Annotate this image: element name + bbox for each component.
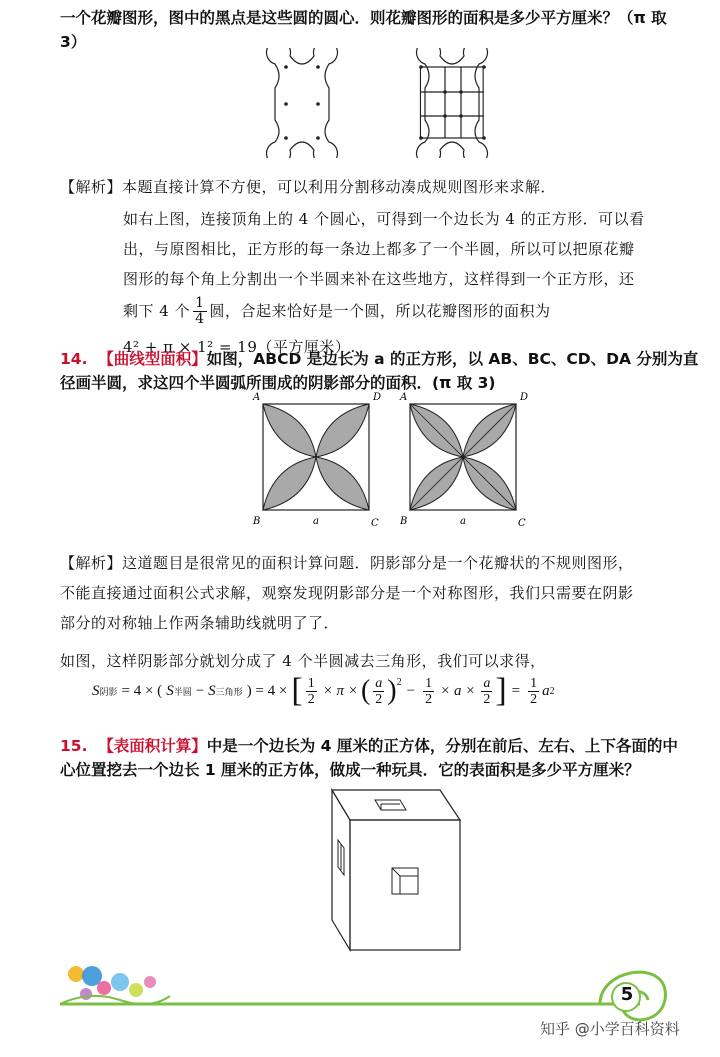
solution-line: 圆，合起来恰好是一个圆，所以花瓣图形的面积为 — [209, 302, 551, 320]
solution-intro: 本题直接计算不方便，可以利用分割移动凑成规则图形来求解． — [122, 178, 557, 196]
label-a: a — [313, 516, 319, 527]
page-number: 5 — [620, 984, 634, 1005]
petal-figure-left — [267, 48, 338, 158]
q13-line2: 3） — [60, 33, 87, 51]
square-petal-left — [252, 392, 381, 529]
solution-tag: 【解析】 — [60, 178, 123, 196]
q14-line2: 径画半圆，求这四个半圆弧所围成的阴影部分的面积．(π 取 3) — [60, 374, 496, 392]
q14-solution — [60, 548, 710, 676]
q14-formula: S 阴影 = 4 × ( S 半圆 − S 三角形 ) = 4 × [ $\frac{1}{2}$ × π × ( $\frac{a}{2}$ ) $^2$ − $\frac{1}{2}$ × a × $\frac{a}{2}$ ] = $\frac{1}{2}$ a 2 — [92, 672, 555, 709]
label-B: B — [253, 516, 261, 527]
q13-line1: 一个花瓣图形，图中的黑点是这些圆的圆心．则花瓣图形的面积是多少平方厘米？（π 取 — [60, 9, 667, 27]
label-C: C — [371, 518, 379, 529]
label-C: C — [518, 518, 526, 529]
q14-tag: 【曲线型面积】 — [98, 350, 207, 368]
fraction-one-quarter: $\frac{1}{4}$ — [195, 294, 205, 327]
q13-solution-body — [123, 204, 693, 362]
q15-tag: 【表面积计算】 — [98, 737, 207, 755]
solution-line: 如右上图，连接顶角上的 4 个圆心，可得到一个边长为 4 的正方形．可以看 — [123, 210, 645, 228]
q14-text — [60, 347, 700, 395]
solution-tag: 【解析】 — [60, 554, 123, 572]
label-D: D — [373, 392, 382, 403]
petal-figure-right — [417, 48, 488, 158]
watermark: 知乎 @小学百科资料 — [540, 1020, 680, 1038]
solution-line: 不能直接通过面积公式求解，观察发现阴影部分是一个对称图形，我们只需要在阴影 — [60, 584, 634, 602]
solution-line: 如图，这样阴影部分就划分成了 4 个半圆减去三角形，我们可以求得， — [60, 652, 546, 670]
q15-line2: 心位置挖去一个边长 1 厘米的正方体，做成一种玩具．它的表面积是多少平方厘米？ — [60, 761, 640, 779]
flower-cluster-icon — [60, 966, 170, 1004]
q15-line1: 中是一个边长为 4 厘米的正方体，分别在前后、左右、上下各面的中 — [206, 737, 678, 755]
petal-figures — [255, 48, 515, 158]
q15-text — [60, 734, 710, 782]
label-B: B — [400, 516, 408, 527]
solution-line: 部分的对称轴上作两条辅助线就明了了． — [60, 614, 340, 632]
top-hole — [375, 800, 406, 810]
area-formula: 4² + π × 1² = 19（平方厘米）. — [123, 338, 356, 356]
q13-solution — [60, 172, 700, 202]
front-hole — [392, 868, 418, 894]
square-petal-figures — [245, 392, 535, 532]
label-A: A — [400, 392, 408, 403]
solution-line: 这道题目是很常见的面积计算问题．阴影部分是一个花瓣状的不规则图形， — [122, 554, 634, 572]
footer-decoration — [0, 960, 720, 1057]
q14-line1: 如图，ABCD 是边长为 a 的正方形，以 AB、BC、CD、DA 分别为直 — [206, 350, 699, 368]
label-A: A — [253, 392, 261, 403]
q14-number: 14. — [60, 350, 88, 368]
solution-line: 剩下 4 个 — [123, 302, 191, 320]
label-D: D — [520, 392, 529, 403]
q13-text — [60, 6, 700, 54]
label-a: a — [460, 516, 466, 527]
solution-line: 图形的每个角上分割出一个半圆来补在这些地方，这样得到一个正方形，还 — [123, 270, 635, 288]
cube-figure — [320, 780, 470, 955]
q15-number: 15. — [60, 737, 88, 755]
square-petal-right — [399, 392, 528, 529]
solution-line: 出，与原图相比，正方形的每一条边上都多了一个半圆，所以可以把原花瓣 — [123, 240, 635, 258]
side-hole — [338, 840, 344, 875]
